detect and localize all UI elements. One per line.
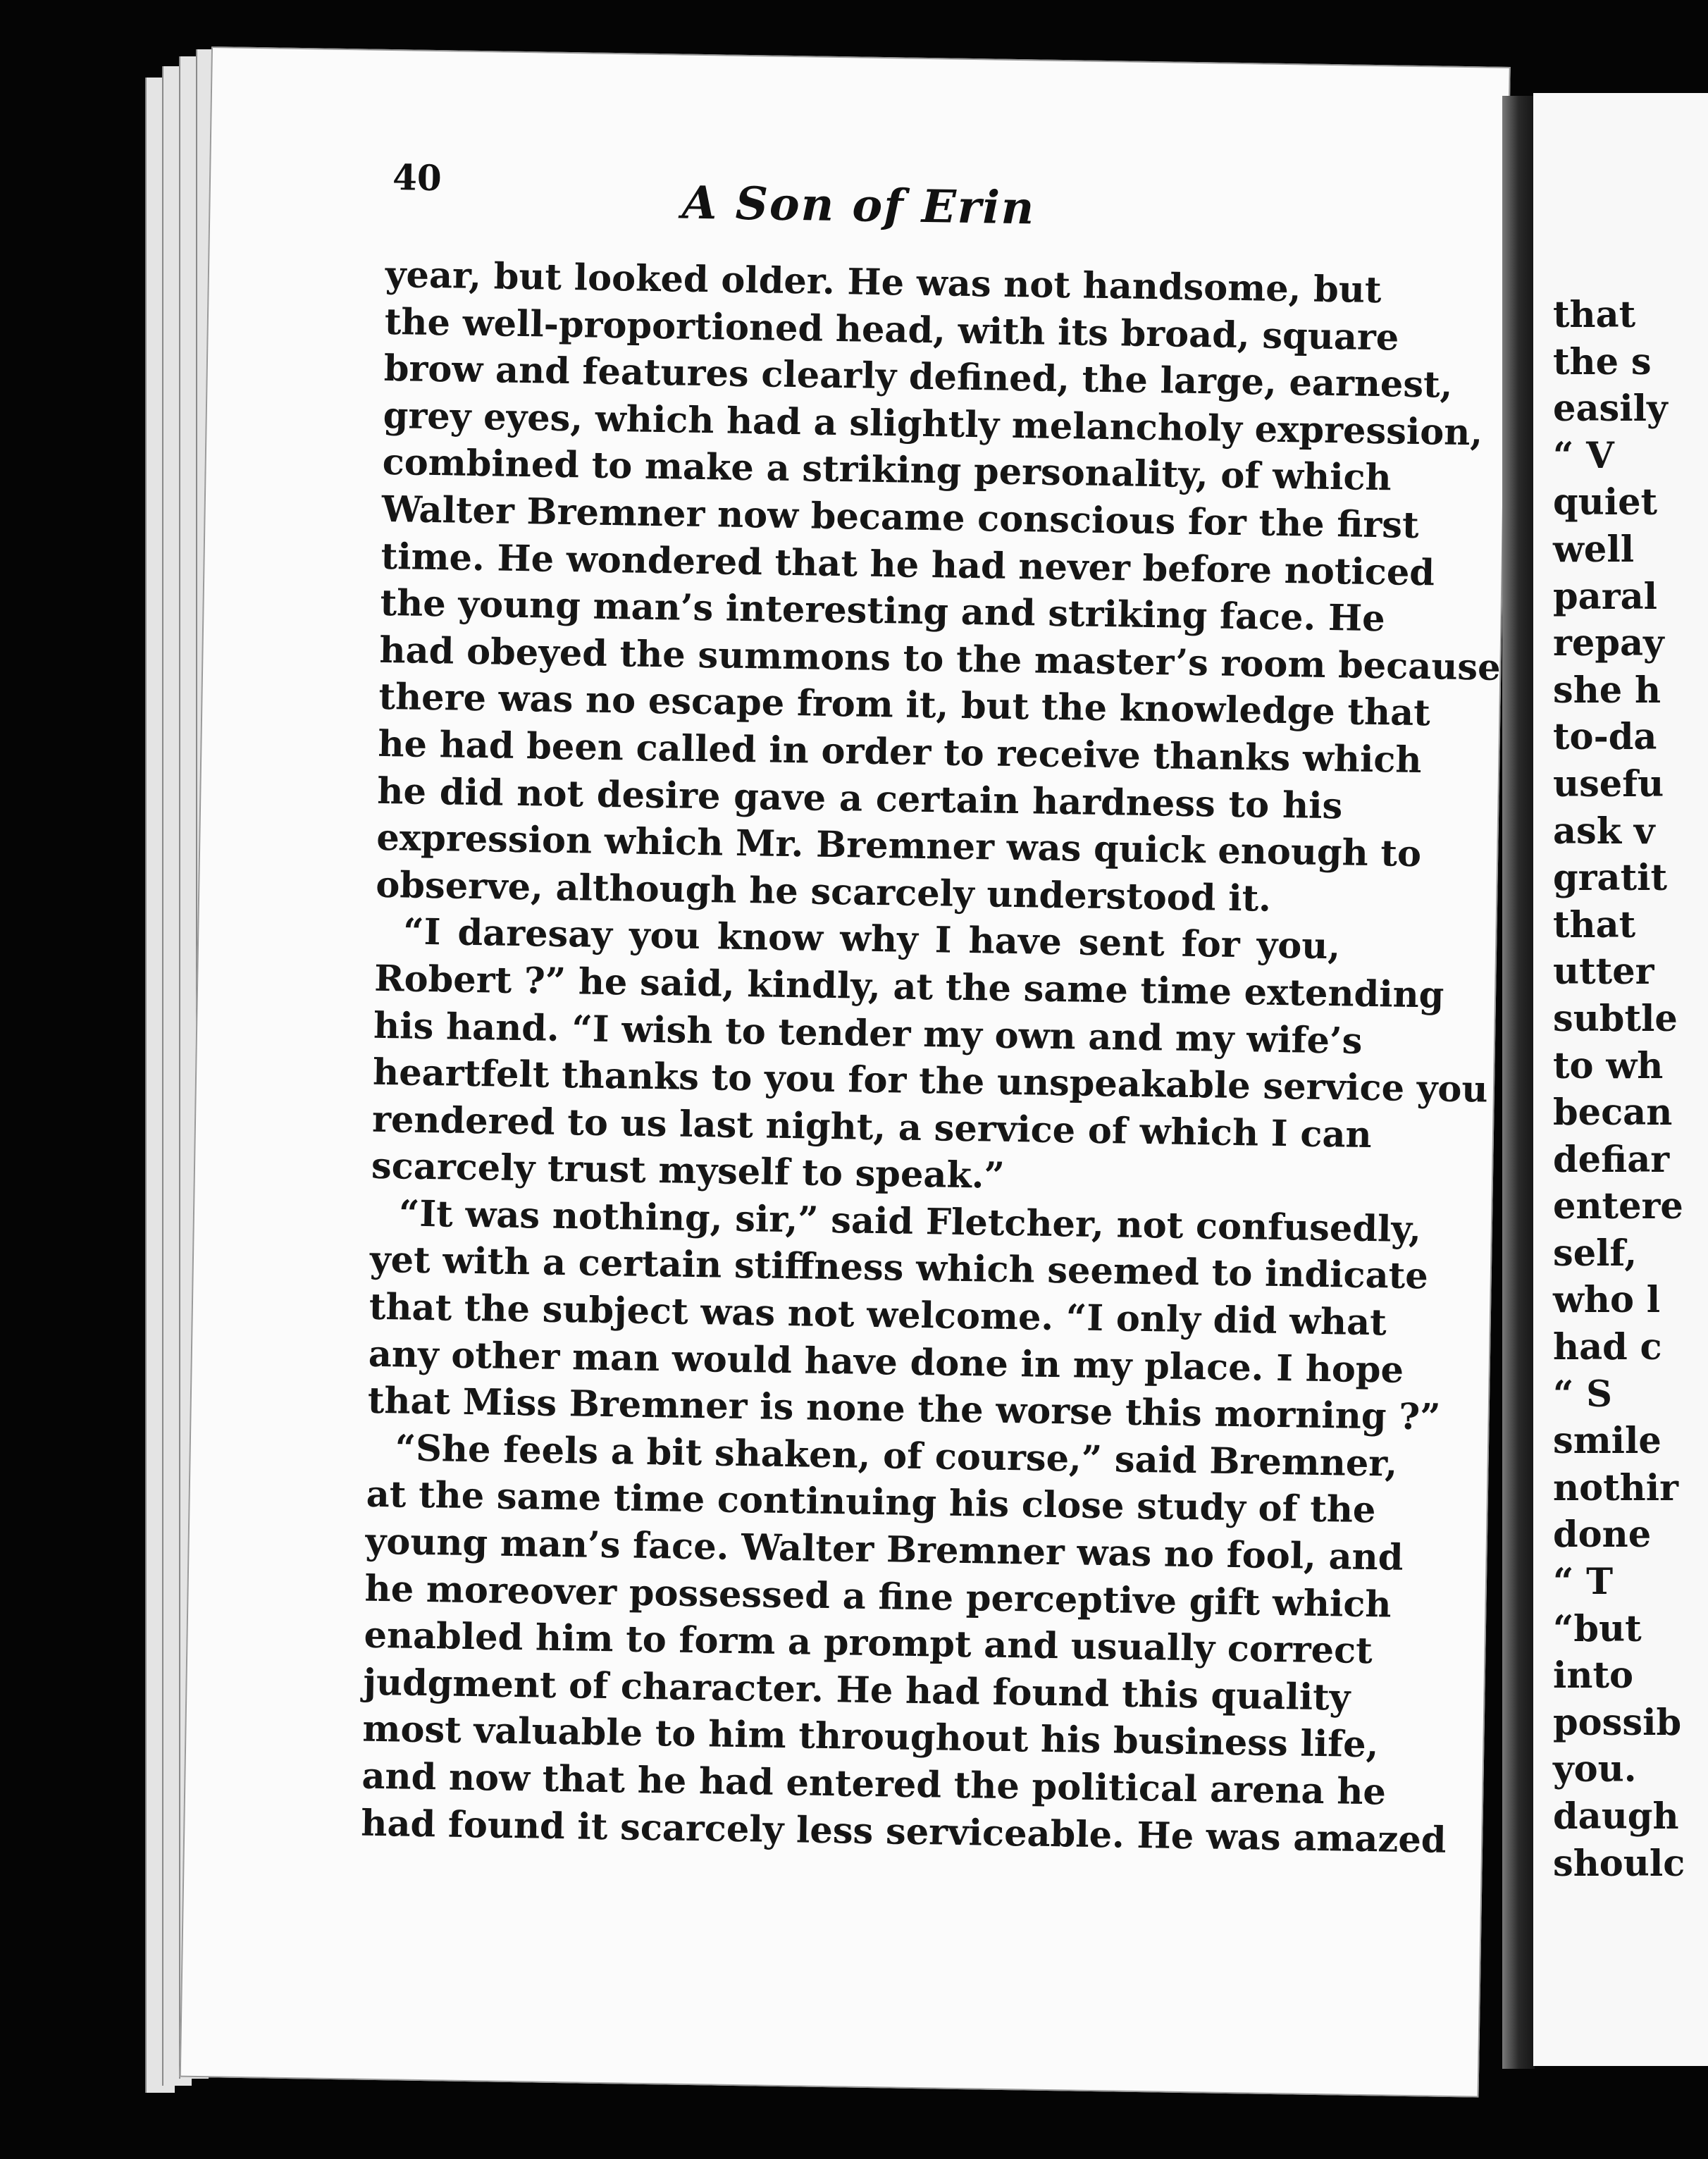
text-line: to wh: [1553, 1044, 1664, 1087]
text-line: yet with a certain stiffness which seemed to indicate: [369, 1239, 1429, 1298]
text-line: “but: [1553, 1607, 1642, 1650]
text-line: becan: [1553, 1091, 1673, 1134]
text-line: brow and features clearly defined, the large, earnest,: [383, 347, 1453, 407]
text-line: at the same time continuing his close study of the: [366, 1473, 1376, 1532]
text-line: “She feels a bit shaken, of course,” said Bremner,: [395, 1427, 1398, 1485]
text-line: that: [1553, 903, 1636, 946]
text-line: you.: [1553, 1748, 1637, 1791]
text-line: “ T: [1553, 1561, 1614, 1604]
text-line: possib: [1553, 1701, 1682, 1744]
text-line: any other man would have done in my place. I hope: [368, 1332, 1404, 1392]
text-line: observe, although he scarcely understood it.: [375, 863, 1272, 920]
text-line: “ S: [1553, 1373, 1612, 1416]
text-line: that: [1553, 294, 1636, 336]
text-line: self,: [1553, 1232, 1638, 1275]
text-line: heartfelt thanks to you for the unspeakable service you: [372, 1051, 1488, 1111]
text-line: quiet: [1553, 481, 1658, 524]
text-line: ask v: [1553, 810, 1655, 853]
text-line: who l: [1553, 1279, 1661, 1322]
text-line: shoulc: [1553, 1842, 1685, 1885]
text-line: young man’s face. Walter Bremner was no fool, and: [365, 1520, 1404, 1579]
text-line: usefu: [1553, 762, 1664, 805]
text-line: “ V: [1553, 434, 1614, 477]
text-line: and now that he had entered the political arena he: [361, 1755, 1387, 1814]
page-body-text: [360, 252, 1502, 1862]
right-page-text: [1553, 292, 1708, 1887]
text-line: nothir: [1553, 1466, 1678, 1509]
right-page: [1533, 93, 1708, 2066]
text-line: Walter Bremner now became conscious for the first: [381, 488, 1420, 547]
running-head: A Son of Erin: [681, 176, 1036, 235]
text-line: subtle: [1553, 997, 1678, 1040]
left-page: [180, 47, 1511, 2098]
text-line: had c: [1553, 1326, 1662, 1369]
text-line: most valuable to him throughout his business life,: [362, 1708, 1379, 1767]
text-line: enabled him to form a prompt and usually correct: [364, 1614, 1373, 1673]
text-line: he moreover possessed a fine perceptive gift which: [364, 1567, 1392, 1626]
text-line: his hand. “I wish to tender my own and my wife’s: [373, 1004, 1363, 1063]
text-line: the well-proportioned head, with its broad, square: [384, 300, 1399, 359]
text-line: the s: [1553, 340, 1652, 383]
text-line: daugh: [1553, 1795, 1679, 1838]
text-line: paral: [1553, 575, 1657, 618]
text-line: entere: [1553, 1185, 1683, 1228]
text-line: that Miss Bremner is none the worse this morning ?”: [367, 1379, 1441, 1439]
text-line: year, but looked older. He was not handsome, but: [385, 253, 1382, 312]
text-line: utter: [1553, 951, 1654, 994]
text-line: she h: [1553, 669, 1661, 712]
text-line: he did not desire gave a certain hardness to his: [376, 769, 1343, 827]
text-line: had obeyed the summons to the master’s room because: [379, 629, 1502, 689]
text-line: rendered to us last night, a service of which I can: [371, 1098, 1373, 1156]
text-line: smile: [1553, 1420, 1661, 1463]
text-line: repay: [1553, 622, 1664, 665]
text-line: done: [1553, 1514, 1652, 1557]
text-line: well: [1553, 528, 1635, 571]
text-line: “I daresay you know why I have sent for you,: [402, 910, 1341, 968]
text-line: that the subject was not welcome. “I only did what: [369, 1285, 1387, 1344]
text-line: judgment of character. He had found this quality: [363, 1661, 1351, 1719]
text-line: into: [1553, 1654, 1634, 1697]
text-line: easily: [1553, 388, 1668, 431]
page-number: 40: [392, 156, 443, 199]
text-line: combined to make a striking personality, of which: [382, 441, 1392, 500]
book-gutter: [1502, 96, 1535, 2069]
text-line: Robert ?” he said, kindly, at the same time extending: [373, 957, 1444, 1017]
text-line: time. He wondered that he had never before noticed: [380, 535, 1435, 594]
text-line: defiar: [1553, 1138, 1670, 1181]
text-line: scarcely trust myself to speak.”: [371, 1145, 1005, 1198]
text-line: to-da: [1553, 716, 1657, 759]
text-line: had found it scarcely less serviceable. He was amazed: [360, 1802, 1447, 1862]
text-line: “It was nothing, sir,” said Fletcher, not confusedly,: [398, 1192, 1422, 1251]
text-line: expression which Mr. Bremner was quick enough to: [376, 816, 1422, 876]
text-line: he had been called in order to receive thanks which: [378, 722, 1422, 782]
text-line: the young man’s interesting and striking face. He: [380, 582, 1386, 641]
text-line: grey eyes, which had a slightly melancholy expression,: [383, 394, 1483, 454]
text-line: gratit: [1553, 857, 1668, 900]
text-line: there was no escape from it, but the knowledge that: [378, 676, 1431, 735]
